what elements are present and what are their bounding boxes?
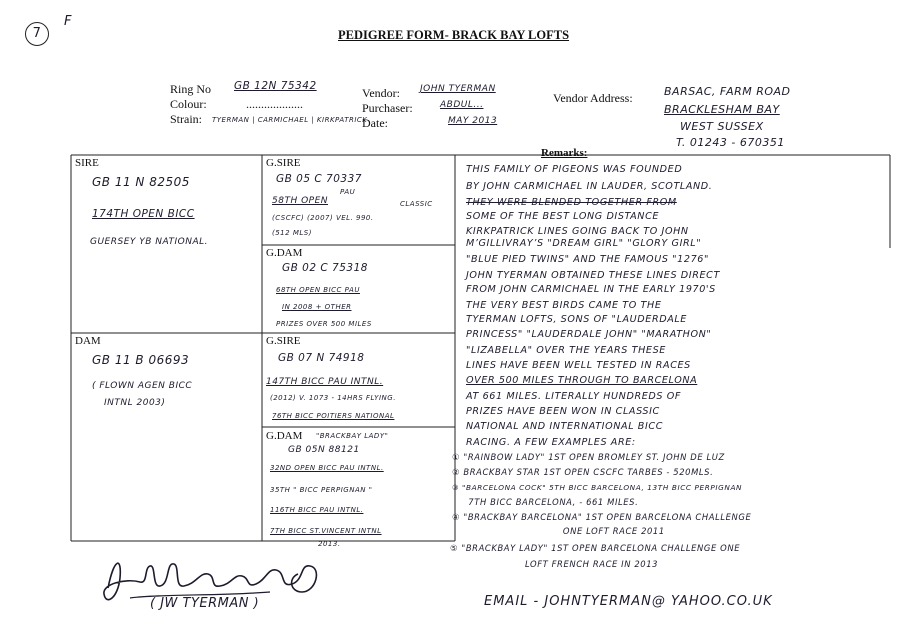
vendor-address-line-1: BARSAC, FARM ROAD — [664, 85, 791, 98]
remark-line: LINES HAVE BEEN WELL TESTED IN RACES — [466, 360, 691, 371]
remark-line: THIS FAMILY OF PIGEONS WAS FOUNDED — [466, 164, 683, 175]
sire-grandsire-perf-2: (CSCFC) (2007) VEL. 990. — [272, 214, 374, 222]
remark-line: PRIZES HAVE BEEN WON IN CLASSIC — [466, 406, 660, 417]
strain-value: TYERMAN | CARMICHAEL | KIRKPATRICK — [212, 116, 368, 124]
vendor-address-line-3: WEST SUSSEX — [680, 120, 764, 133]
dam-grandsire-ring: GB 07 N 74918 — [278, 352, 365, 364]
remark-line: ① "RAINBOW LADY" 1ST OPEN BROMLEY ST. JOHN DE LUZ — [452, 452, 725, 462]
dam-granddam-perf-4: 7TH BICC ST.VINCENT INTNL — [270, 527, 382, 535]
vendor-label: Vendor: — [362, 86, 400, 100]
corner-letter: F — [64, 14, 72, 29]
page-number-circle: 7 — [25, 22, 49, 46]
remark-line: THEY WERE BLENDED TOGETHER FROM — [466, 197, 677, 208]
sire-granddam-perf-2: IN 2008 + OTHER — [282, 303, 352, 311]
email-footer: EMAIL - JOHNTYERMAN@ YAHOO.CO.UK — [484, 594, 773, 609]
remark-line: PRINCESS" "LAUDERDALE JOHN" "MARATHON" — [466, 329, 712, 340]
sire-grandsire-ring: GB 05 C 70337 — [276, 173, 362, 185]
page-title: PEDIGREE FORM- BRACK BAY LOFTS — [338, 28, 570, 42]
dam-perf-1: ( FLOWN AGEN BICC — [92, 381, 193, 391]
sire-perf-2: GUERSEY YB NATIONAL. — [90, 237, 209, 247]
ring-value: GB 12N 75342 — [234, 80, 317, 92]
dam-granddam-perf-3: 116TH BICC PAU INTNL. — [270, 506, 364, 514]
sire-grandsire-classic: CLASSIC — [400, 200, 433, 208]
sire-granddam-perf-1: 68TH OPEN BICC PAU — [276, 286, 360, 294]
remark-line: JOHN TYERMAN OBTAINED THESE LINES DIRECT — [466, 270, 720, 281]
remark-line: ⑤ "BRACKBAY LADY" 1ST OPEN BARCELONA CHALLENGE ONE — [450, 543, 741, 553]
sire-granddam-perf-3: PRIZES OVER 500 MILES — [276, 320, 372, 328]
remark-line: RACING. A FEW EXAMPLES ARE: — [466, 437, 636, 448]
dam-granddam-perf-2: 35TH " BICC PERPIGNAN " — [270, 486, 373, 494]
remarks-label: Remarks: — [541, 147, 588, 159]
dam-granddam-ring: GB 05N 88121 — [288, 445, 360, 455]
dam-grandsire-label: G.SIRE — [266, 335, 301, 347]
remark-line: SOME OF THE BEST LONG DISTANCE — [466, 211, 660, 222]
sire-granddam-label: G.DAM — [266, 247, 303, 259]
remark-line: LOFT FRENCH RACE IN 2013 — [450, 559, 659, 569]
sire-grandsire-perf-3: (512 MLS) — [272, 229, 312, 237]
signature-printed: ( JW TYERMAN ) — [150, 596, 260, 611]
vendor-value: JOHN TYERMAN — [420, 84, 496, 94]
sire-grandsire-label: G.SIRE — [266, 157, 301, 169]
date-label: Date: — [362, 116, 388, 130]
dam-granddam-label: G.DAM — [266, 430, 303, 442]
sire-grandsire-perf-1: 58TH OPEN — [272, 196, 329, 206]
remark-line: 7TH BICC BARCELONA, - 661 MILES. — [452, 497, 639, 507]
remark-line: OVER 500 MILES THROUGH TO BARCELONA — [466, 375, 698, 386]
remark-line: BY JOHN CARMICHAEL IN LAUDER, SCOTLAND. — [466, 181, 713, 192]
ring-label: Ring No — [170, 82, 212, 96]
strain-label: Strain: — [170, 112, 202, 126]
colour-value: ................... — [246, 97, 303, 111]
remark-line: THE VERY BEST BIRDS CAME TO THE — [466, 300, 662, 311]
remark-line: KIRKPATRICK LINES GOING BACK TO JOHN — [466, 226, 689, 237]
remark-line: "LIZABELLA" OVER THE YEARS THESE — [466, 345, 666, 356]
vendor-address-line-2: BRACKLESHAM BAY — [664, 103, 780, 116]
dam-granddam-perf-1: 32ND OPEN BICC PAU INTNL. — [270, 464, 384, 472]
remark-line: ④ "BRACKBAY BARCELONA" 1ST OPEN BARCELONA CHALLENGE — [452, 512, 752, 522]
remark-line: FROM JOHN CARMICHAEL IN THE EARLY 1970'S — [466, 284, 716, 295]
remark-line: AT 661 MILES. LITERALLY HUNDREDS OF — [466, 391, 681, 402]
dam-grandsire-perf-3: 76TH BICC POITIERS NATIONAL — [272, 412, 395, 420]
purchaser-label: Purchaser: — [362, 101, 413, 115]
vendor-address-line-4: T. 01243 - 670351 — [676, 136, 785, 149]
sire-perf-1: 174TH OPEN BICC — [92, 208, 195, 220]
sire-ring: GB 11 N 82505 — [92, 175, 190, 189]
remark-line: TYERMAN LOFTS, SONS OF "LAUDERDALE — [466, 314, 687, 325]
dam-granddam-name: "BRACKBAY LADY" — [316, 432, 389, 440]
remark-line: ONE LOFT RACE 2011 — [452, 526, 665, 536]
dam-grandsire-perf-1: 147TH BICC PAU INTNL. — [266, 377, 384, 387]
purchaser-value: ABDUL... — [440, 100, 484, 110]
vendor-address-label: Vendor Address: — [553, 91, 633, 105]
sire-label: SIRE — [75, 157, 99, 169]
date-value: MAY 2013 — [448, 116, 498, 126]
colour-label: Colour: — [170, 97, 207, 111]
remark-line: ② BRACKBAY STAR 1ST OPEN CSCFC TARBES - 520MLS. — [452, 467, 714, 477]
remark-line: NATIONAL AND INTERNATIONAL BICC — [466, 421, 664, 432]
dam-ring: GB 11 B 06693 — [92, 353, 190, 367]
dam-grandsire-perf-2: (2012) V. 1073 - 14HRS FLYING. — [270, 394, 396, 402]
remark-line: "BLUE PIED TWINS" AND THE FAMOUS "1276" — [466, 254, 710, 265]
remark-line: ③ "BARCELONA COCK" 5TH BICC BARCELONA, 13TH BICC PERPIGNAN — [452, 483, 743, 492]
dam-perf-2: INTNL 2003) — [104, 398, 166, 408]
dam-granddam-perf-5: 2013. — [318, 540, 341, 548]
sire-grandsire-pau: PAU — [340, 188, 356, 196]
sire-granddam-ring: GB 02 C 75318 — [282, 262, 368, 274]
remark-line: M’GILLIVRAY’S "DREAM GIRL" "GLORY GIRL" — [466, 238, 702, 249]
dam-label: DAM — [75, 335, 101, 347]
